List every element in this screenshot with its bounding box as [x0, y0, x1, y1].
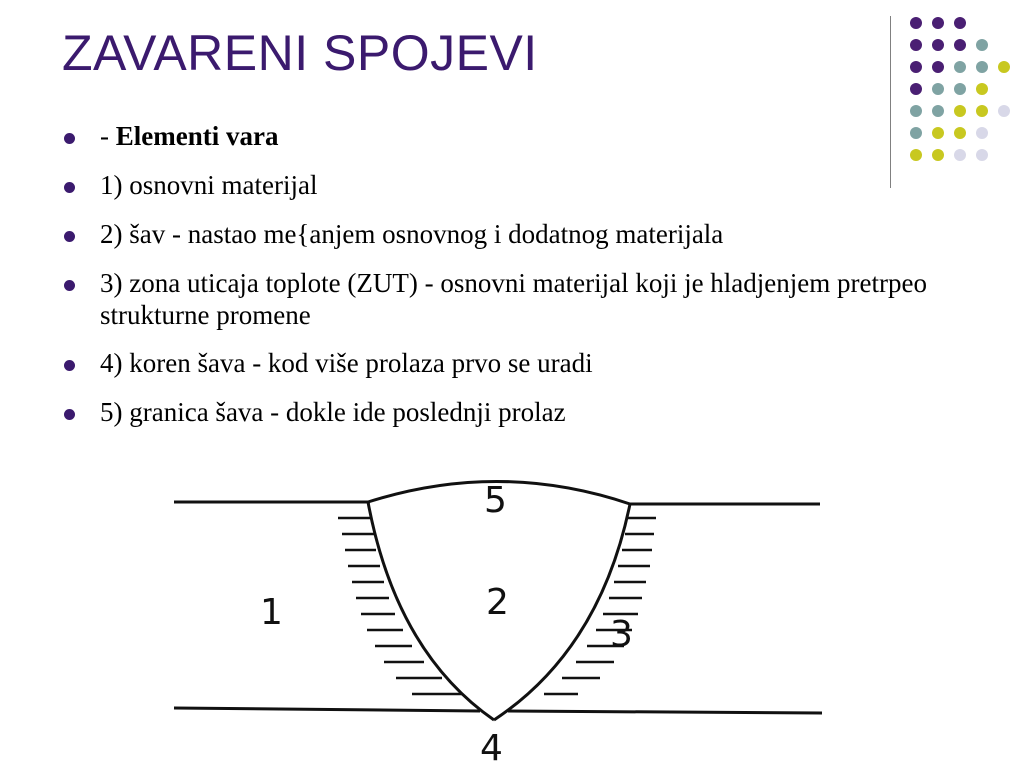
- plate-bottom-right-line: [508, 711, 822, 713]
- weld-cross-section-diagram: [160, 462, 840, 768]
- bullet-item: 2) šav - nastao me{anjem osnovnog i dodatnog materijala: [62, 218, 992, 250]
- bullet-heading: Elementi vara: [115, 121, 279, 151]
- bullet-prefix: -: [100, 121, 116, 151]
- plate-bottom-left-line: [174, 708, 480, 711]
- slide-title: ZAVARENI SPOJEVI: [62, 25, 538, 81]
- bullet-item: 5) granica šava - dokle ide poslednji prolaz: [62, 396, 992, 428]
- label-root: 4: [480, 728, 503, 768]
- weld-left-boundary: [368, 502, 494, 720]
- bullet-list: [62, 120, 992, 445]
- label-base-material: 1: [260, 592, 283, 633]
- bullet-item: 4) koren šava - kod više prolaza prvo se uradi: [62, 347, 992, 379]
- bullet-item: 1) osnovni materijal: [62, 169, 992, 201]
- bullet-item: [62, 120, 992, 152]
- label-haz: 3: [610, 614, 633, 655]
- label-weld-boundary: 5: [484, 480, 507, 521]
- label-weld: 2: [486, 582, 509, 623]
- bullet-item: 3) zona uticaja toplote (ZUT) - osnovni materijal koji je hladjenjem pretrpeo strukturne promene: [62, 267, 992, 331]
- haz-hatching-right: [544, 518, 656, 694]
- weld-right-boundary: [494, 504, 630, 720]
